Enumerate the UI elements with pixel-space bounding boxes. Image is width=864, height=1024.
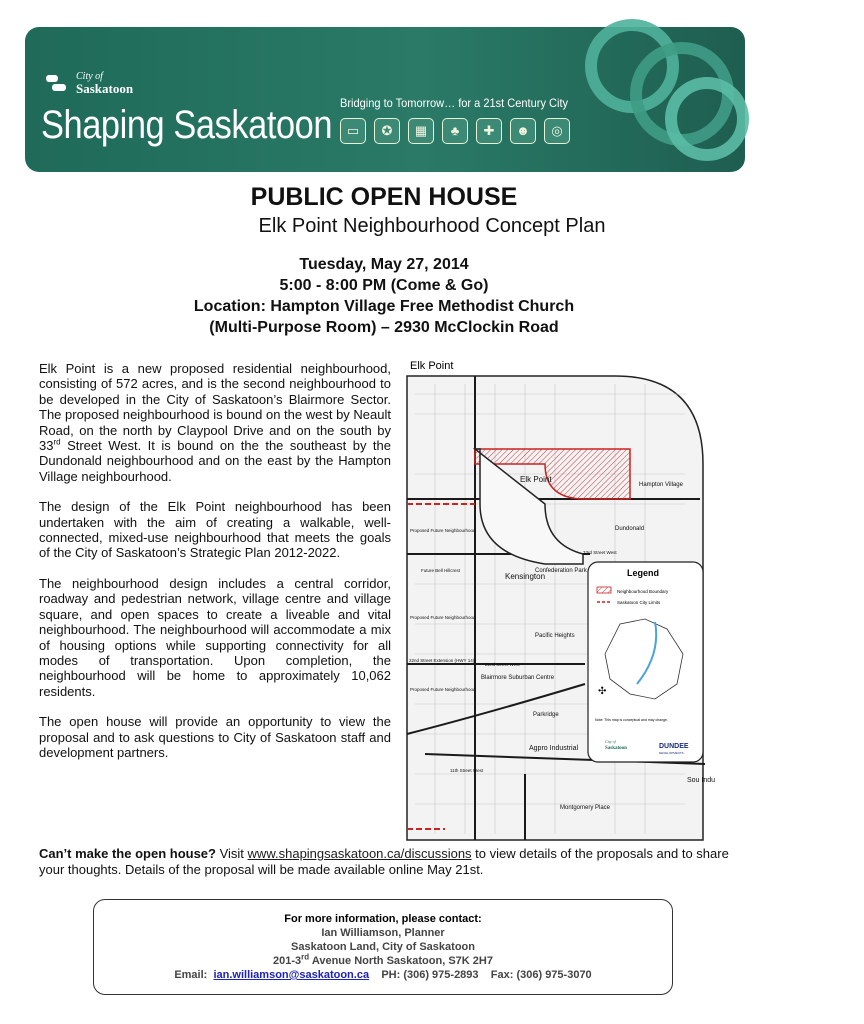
- legend-dundee-sub: DEVELOPMENTS: [659, 751, 684, 755]
- event-details: [0, 254, 768, 338]
- contact-phone: PH: (306) 975-2893: [381, 969, 479, 981]
- signpost-icon: ✚: [476, 118, 502, 144]
- transit-icon: ▭: [340, 118, 366, 144]
- paragraph-design: The design of the Elk Point neighbourhood has been undertaken with the aim of creating a walkable, well-connected, mixed-use neighbourhood that meets the goals of the City of Saskatoon’s Strategic Plan 2012-2022.: [39, 499, 391, 561]
- legend-item-limits: Saskatoon City Limits: [617, 600, 661, 605]
- building-icon: ▦: [408, 118, 434, 144]
- legend-boundary-swatch: [597, 587, 611, 593]
- contact-name: Ian Williamson, Planner: [321, 927, 445, 939]
- map-label-hampton: Hampton Village: [639, 482, 683, 488]
- map-label-pacific: Pacific Heights: [535, 633, 575, 639]
- banner-icon-row: [340, 118, 570, 144]
- legend-note: Note: This map is conceptual and may change.: [595, 718, 668, 722]
- discussions-link[interactable]: www.shapingsaskatoon.ca/discussions: [247, 846, 472, 861]
- map-label-blairmore: Blairmore Suburban Centre: [481, 675, 555, 681]
- map-label-11th-street: 11th Street West: [450, 768, 484, 773]
- map-label-future-2: Proposed Future Neighbourhood: [410, 615, 476, 620]
- map-label-parkridge: Parkridge: [533, 712, 559, 718]
- contact-box: [93, 899, 673, 995]
- event-date: Tuesday, May 27, 2014: [299, 256, 469, 273]
- cant-attend-lead: Can’t make the open house?: [39, 846, 216, 861]
- medal-icon: ✪: [374, 118, 400, 144]
- contact-org: Saskatoon Land, City of Saskatoon: [291, 941, 475, 953]
- people-icon: ☻: [510, 118, 536, 144]
- event-room: (Multi-Purpose Room) – 2930 McClockin Road: [209, 319, 559, 336]
- map-legend: [588, 562, 703, 762]
- compass-icon: ✣: [598, 686, 607, 697]
- map-label-kensington: Kensington: [505, 572, 546, 581]
- logo-name: Saskatoon: [76, 81, 134, 96]
- map-label-future-bell: Future Bell Hillcrest: [421, 568, 461, 573]
- map-label-montgomery: Montgomery Place: [560, 805, 611, 811]
- event-time: 5:00 - 8:00 PM (Come & Go): [279, 277, 489, 294]
- map-label-future-3: Proposed Future Neighbourhood: [410, 687, 476, 692]
- event-location: Location: Hampton Village Free Methodist Church: [193, 298, 575, 315]
- speech-bubble-graphic: [665, 77, 749, 161]
- map-label-elk-point: Elk Point: [520, 475, 552, 484]
- map-label-south-industrial: Sou Indu: [687, 777, 716, 784]
- contact-line: [94, 968, 672, 982]
- trees-icon: ♣: [442, 118, 468, 144]
- banner-title: Shaping Saskatoon: [41, 103, 333, 147]
- map-title: Elk Point: [410, 360, 454, 372]
- city-logo: [46, 71, 133, 95]
- cant-attend-note: Can’t make the open house? Visit www.shapingsaskatoon.ca/discussions to view details of the proposals and to share your thoughts. Details of the proposal will be made available online May 21st.: [39, 846, 729, 877]
- contact-fax: Fax: (306) 975-3070: [490, 969, 592, 981]
- map-label-confederation: Confederation Park: [535, 568, 587, 574]
- page-title: PUBLIC OPEN HOUSE: [250, 183, 518, 211]
- map-label-agpro: Agpro Industrial: [529, 745, 579, 752]
- logo-city: City of: [76, 71, 103, 82]
- legend-dundee-logo: DUNDEE: [659, 743, 689, 750]
- legend-title: Legend: [627, 568, 660, 578]
- header-banner: [25, 27, 745, 172]
- map-label-22nd-extension: 22nd Street Extension (HWY 14): [409, 658, 475, 663]
- map-label-22nd-street: 22nd Street West: [485, 662, 520, 667]
- legend-item-boundary: Neighbourhood Boundary: [617, 589, 669, 594]
- map-label-33rd-street: 33rd Street West: [583, 550, 617, 555]
- page-subtitle: Elk Point Neighbourhood Concept Plan: [258, 215, 606, 237]
- map-label-dundonald: Dundonald: [615, 526, 645, 532]
- body-text: [39, 361, 391, 775]
- paragraph-intro: Elk Point is a new proposed residential neighbourhood, consisting of 572 acres, and is the second neighbourhood to be developed in the City of Saskatoon’s Blairmore Sector. The proposed neighbourhood is bound on the west by Neault Road, on the north by Claypool Drive and on the south by 33rd Street West. It is bound on the the southeast by the Dundonald neighbourhood and on the east by the Hampton Village neighbourhood.: [39, 361, 391, 484]
- contact-address: 201-3rd Avenue North Saskatoon, S7K 2H7: [273, 952, 493, 967]
- legend-city-logo-line2: Saskatoon: [605, 746, 627, 751]
- paragraph-opportunity: The open house will provide an opportunity to view the proposal and to ask questions to City of Saskatoon staff and development partners.: [39, 714, 391, 760]
- paragraph-features: The neighbourhood design includes a central corridor, roadway and pedestrian network, village centre and village square, and open spaces to create a liveable and vital neighbourhood. The neighbourhood will accommodate a mix of housing options while supporting connectivity for all modes of transportation. Upon completion, the neighbourhood will be home to approximately 10,062 residents.: [39, 575, 391, 699]
- neighbourhood-map: [405, 354, 716, 842]
- map-label-future-1: Proposed Future Neighbourhood: [410, 528, 476, 533]
- banner-tagline: Bridging to Tomorrow… for a 21st Century City: [340, 96, 569, 110]
- legend-city-logo-line1: City of: [605, 739, 616, 744]
- city-logo-icon: [46, 73, 72, 93]
- email-link[interactable]: ian.williamson@saskatoon.ca: [213, 969, 370, 981]
- contact-heading: For more information, please contact:: [284, 913, 482, 925]
- email-label: Email:: [174, 969, 208, 981]
- target-icon: ◎: [544, 118, 570, 144]
